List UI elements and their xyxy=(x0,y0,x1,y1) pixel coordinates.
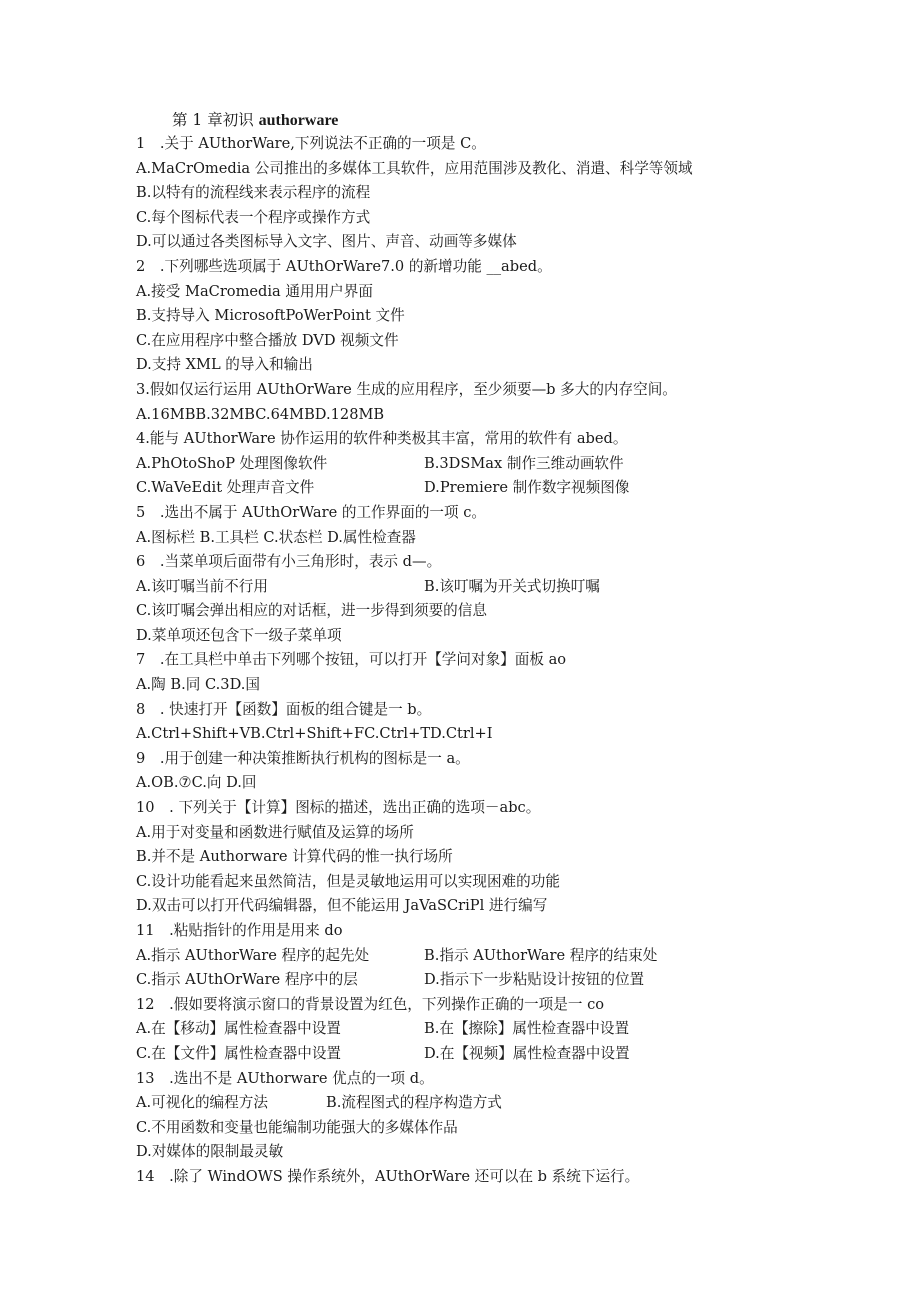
text-line xyxy=(136,452,856,477)
line-text: A.该叮嘱当前不行用 xyxy=(136,577,268,595)
line-text: A.指示 AUthorWare 程序的起先处 xyxy=(136,946,370,964)
line-text: 1 .关于 AUthorWare,下列说法不正确的一项是 C。 xyxy=(136,135,486,152)
line-text: 11 .粘贴指针的作用是用来 do xyxy=(136,922,343,939)
line-text: 10 . 下列关于【计算】图标的描述，选出正确的选项－abc。 xyxy=(136,799,541,817)
text-line xyxy=(136,944,856,969)
text-line xyxy=(136,403,856,428)
text-line xyxy=(136,821,856,846)
text-line xyxy=(136,550,856,575)
chapter-title xyxy=(172,108,338,133)
question-list xyxy=(136,132,856,1190)
line-text: A.用于对变量和函数进行赋值及运算的场所 xyxy=(136,823,414,841)
text-line xyxy=(136,427,856,452)
text-line xyxy=(136,353,856,378)
line-text: B.支持导入 MicrosoftPoWerPoint 文件 xyxy=(136,307,405,325)
line-text: A.OB.⑦C.向 D.回 xyxy=(136,774,257,792)
line-text: 5 .选出不属于 AUthOrWare 的工作界面的一项 c。 xyxy=(136,503,487,521)
line-text: D.支持 XML 的导入和输出 xyxy=(136,356,313,374)
text-line xyxy=(136,476,856,501)
text-line xyxy=(136,501,856,526)
line-text: 13 .选出不是 AUthorware 优点的一项 d。 xyxy=(136,1069,434,1087)
line-text: B.并不是 Authorware 计算代码的惟一执行场所 xyxy=(136,848,453,866)
line-text: 2 .下列哪些选项属于 AUthOrWare7.0 的新增功能 __abed。 xyxy=(136,257,552,275)
text-line xyxy=(136,329,856,354)
text-line xyxy=(136,698,856,723)
line-text: A.MaCrOmedia 公司推出的多媒体工具软件，应用范围涉及教化、消遣、科学等领域 xyxy=(136,159,693,177)
line-text: C.每个图标代表一个程序或操作方式 xyxy=(136,208,371,226)
text-line xyxy=(136,993,856,1018)
line-text: D.对媒体的限制最灵敏 xyxy=(136,1143,284,1161)
line-text: 6 .当菜单项后面带有小三角形时，表示 d—。 xyxy=(136,553,442,571)
line-option-right: D.在【视频】属性检查器中设置 xyxy=(424,1044,630,1062)
line-text: A.在【移动】属性检查器中设置 xyxy=(136,1020,341,1038)
text-line xyxy=(136,1091,856,1116)
text-line xyxy=(136,870,856,895)
line-text: 4.能与 AUthorWare 协作运用的软件种类极其丰富，常用的软件有 abed。 xyxy=(136,430,628,448)
text-line xyxy=(136,1042,856,1067)
text-line xyxy=(136,575,856,600)
line-option-right: B.3DSMax 制作三维动画软件 xyxy=(424,454,624,472)
line-text: 9 .用于创建一种决策推断执行机构的图标是一 a。 xyxy=(136,749,470,767)
text-line xyxy=(136,280,856,305)
text-line xyxy=(136,796,856,821)
line-text: 7 .在工具栏中单击下列哪个按钮，可以打开【学问对象】面板 ao xyxy=(136,651,567,669)
chapter-title-bold: authorware xyxy=(258,112,339,129)
text-line xyxy=(136,845,856,870)
line-text: C.WaVeEdit 处理声音文件 xyxy=(136,479,315,497)
line-text: D.双击可以打开代码编辑器，但不能运用 JaVaSCriPl 进行编写 xyxy=(136,897,548,915)
line-option-right: B.指示 AUthorWare 程序的结束处 xyxy=(424,946,658,964)
text-line xyxy=(136,304,856,329)
line-text: C.该叮嘱会弹出相应的对话框，进一步得到须要的信息 xyxy=(136,602,487,620)
line-text: D.菜单项还包含下一级子菜单项 xyxy=(136,626,342,644)
text-line xyxy=(136,132,856,157)
chapter-title-prefix: 第 1 章初识 xyxy=(172,111,259,129)
line-text: C.指示 AUthOrWare 程序中的层 xyxy=(136,971,358,989)
line-text: A.PhOtoShoP 处理图像软件 xyxy=(136,454,328,472)
line-text: A.Ctrl+Shift+VB.Ctrl+Shift+FC.Ctrl+TD.Ctrl+I xyxy=(136,725,493,743)
text-line xyxy=(136,673,856,698)
line-text: 8 . 快速打开【函数】面板的组合键是一 b。 xyxy=(136,700,432,718)
text-line xyxy=(136,968,856,993)
text-line xyxy=(136,747,856,772)
line-text: C.在【文件】属性检查器中设置 xyxy=(136,1044,342,1062)
text-line xyxy=(136,378,856,403)
line-text: B.以特有的流程线来表示程序的流程 xyxy=(136,184,371,202)
line-text: A.陶 B.同 C.3D.国 xyxy=(136,676,260,694)
line-text: 12 .假如要将演示窗口的背景设置为红色，下列操作正确的一项是一 co xyxy=(136,995,605,1013)
text-line xyxy=(136,526,856,551)
line-option-right: D.指示下一步粘贴设计按钮的位置 xyxy=(424,971,645,989)
line-text: C.设计功能看起来虽然简洁，但是灵敏地运用可以实现困难的功能 xyxy=(136,872,560,890)
text-line xyxy=(136,206,856,231)
line-text: A.16MBB.32MBC.64MBD.128MB xyxy=(136,405,385,423)
text-line xyxy=(136,181,856,206)
line-text: A.图标栏 B.工具栏 C.状态栏 D.属性检查器 xyxy=(136,528,416,546)
text-line xyxy=(136,230,856,255)
text-line xyxy=(136,599,856,624)
line-text: A.可视化的编程方法 xyxy=(136,1094,268,1112)
text-line xyxy=(136,1017,856,1042)
line-option-right: B.流程图式的程序构造方式 xyxy=(326,1094,502,1112)
text-line xyxy=(136,255,856,280)
text-line xyxy=(136,648,856,673)
text-line xyxy=(136,1165,856,1190)
line-option-right: B.在【擦除】属性检查器中设置 xyxy=(424,1020,630,1038)
text-line xyxy=(136,1140,856,1165)
line-text: A.接受 MaCromedia 通用用户界面 xyxy=(136,282,373,300)
text-line xyxy=(136,157,856,182)
line-text: 14 .除了 WindOWS 操作系统外，AUthOrWare 还可以在 b 系统下运行。 xyxy=(136,1167,640,1185)
text-line xyxy=(136,919,856,944)
line-text: 3.假如仅运行运用 AUthOrWare 生成的应用程序，至少须要—b 多大的内存空间。 xyxy=(136,380,677,398)
text-line xyxy=(136,1067,856,1092)
text-line xyxy=(136,1116,856,1141)
text-line xyxy=(136,722,856,747)
line-text: C.不用函数和变量也能编制功能强大的多媒体作品 xyxy=(136,1118,458,1136)
text-line xyxy=(136,771,856,796)
line-text: C.在应用程序中整合播放 DVD 视频文件 xyxy=(136,331,399,349)
line-text: D.可以通过各类图标导入文字、图片、声音、动画等多媒体 xyxy=(136,233,517,251)
line-option-right: D.Premiere 制作数字视频图像 xyxy=(424,479,630,497)
line-option-right: B.该叮嘱为开关式切换叮嘱 xyxy=(424,577,600,595)
text-line xyxy=(136,624,856,649)
text-line xyxy=(136,894,856,919)
